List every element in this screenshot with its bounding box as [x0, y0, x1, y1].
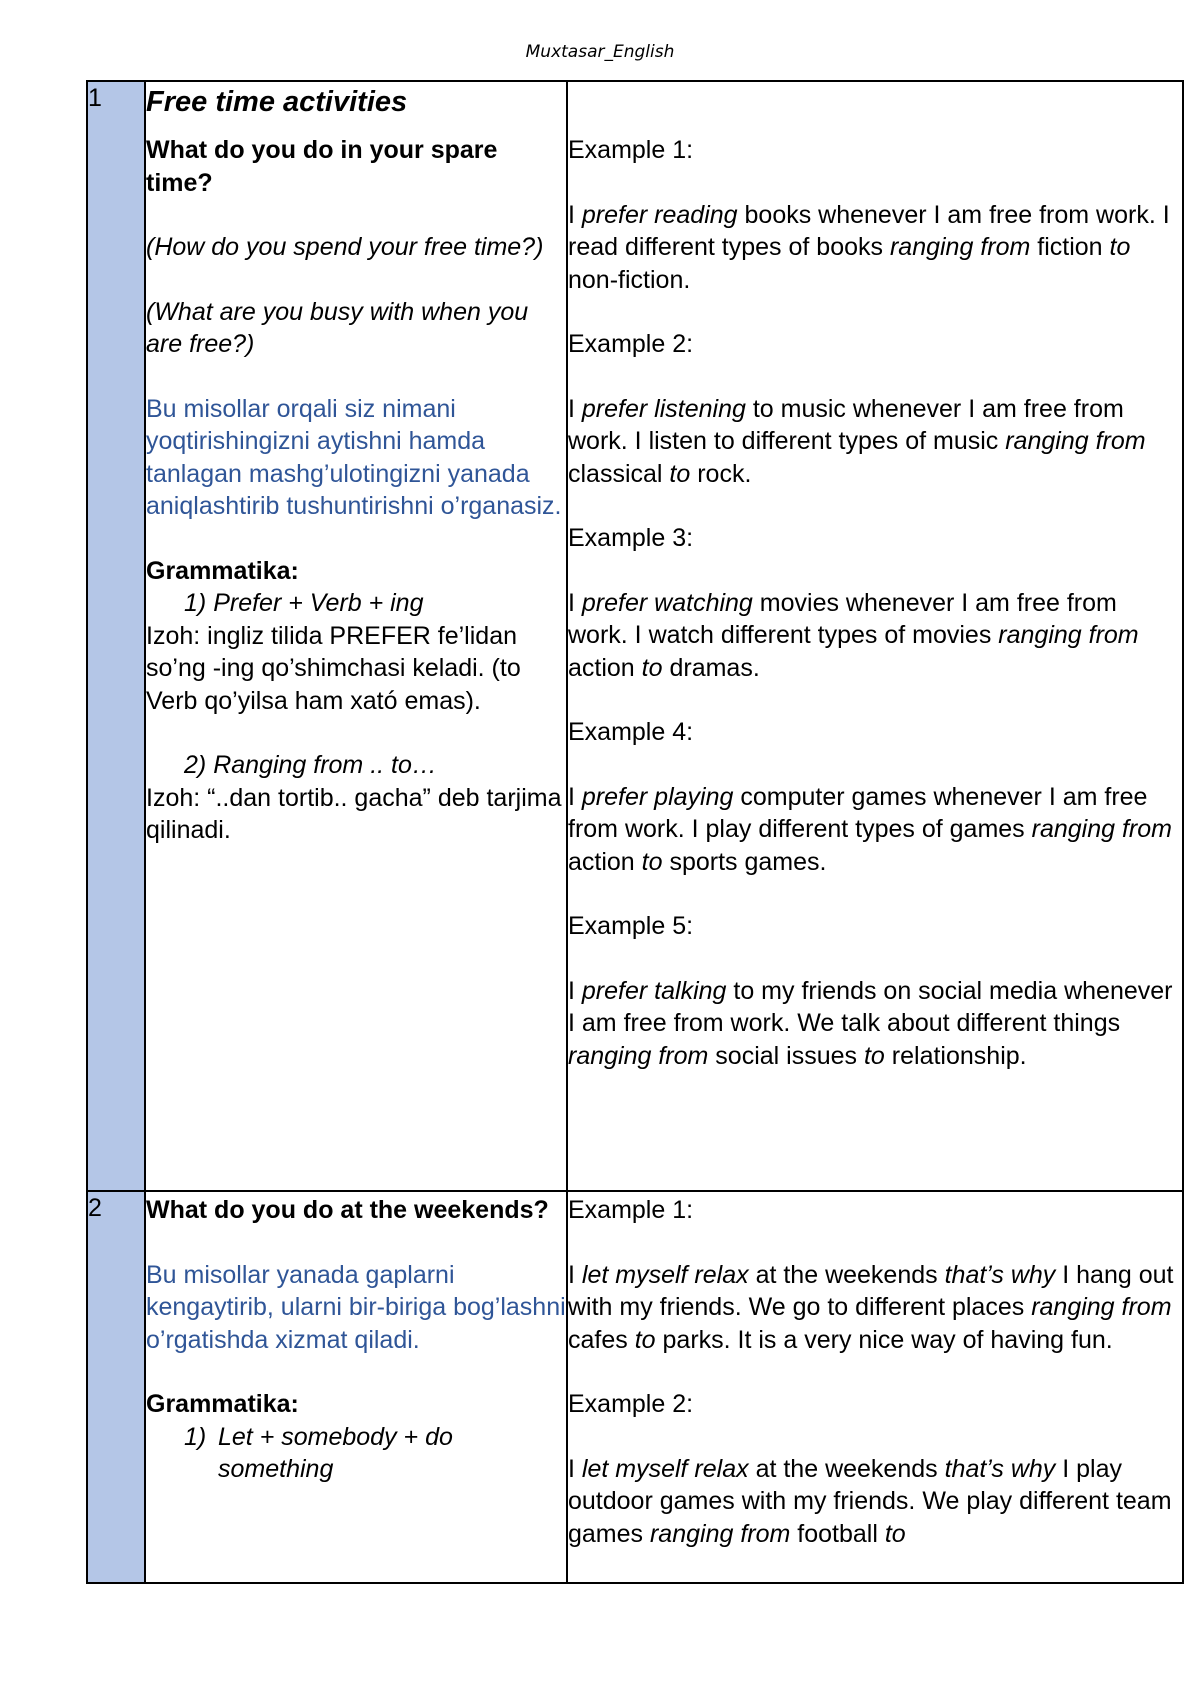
example-text: I prefer listening to music whenever I am free from work. I listen to different types of music ranging from classical to rock. [568, 394, 1146, 488]
question: What do you do at the weekends? [146, 1196, 549, 1224]
example-label: Example 4: [568, 718, 694, 746]
grammar-heading: Grammatika: [146, 556, 299, 585]
alternative-question: (What are you busy with when you are free?) [146, 297, 529, 358]
table-row [87, 81, 1183, 1191]
grammar-rule [146, 587, 566, 620]
question: What do you do in your spare time? [146, 136, 498, 197]
uzbek-note: Bu misollar yanada gaplarni kengaytirib, ularni bir-biriga bog’lashni o’rgatishda xizmat qiladi. [146, 1260, 566, 1354]
grammar-note: Izoh: ingliz tilida PREFER fe’lidan so’ng -ing qo’shimchasi keladi. (to Verb qo’yilsa ham xató emas). [146, 621, 521, 715]
topic-cell [145, 81, 567, 1191]
example-label: Example 1: [568, 1196, 694, 1224]
grammar-heading: Grammatika: [146, 1390, 299, 1418]
rule-text: Ranging from .. to… [213, 751, 437, 779]
page-header: Muxtasar_English [525, 42, 675, 62]
uzbek-note: Bu misollar orqali siz nimani yoqtirishingizni aytishni hamda tanlagan mashg’ulotingizni yanada aniqlashtirib tushuntirishni o’rganasiz. [146, 394, 562, 520]
grammar-note: Izoh: “..dan tortib.. gacha” deb tarjima qilinadi. [146, 783, 562, 844]
example-text: I prefer playing computer games whenever I am free from work. I play different types of games ranging from action to sports games. [568, 782, 1172, 876]
rule-text: Let + somebody + do something [218, 1422, 453, 1483]
examples-cell [567, 1191, 1183, 1583]
example-label: Example 5: [568, 912, 694, 940]
lesson-table [86, 80, 1184, 1584]
rule-number: 1) [184, 1422, 207, 1451]
topic-title: Free time activities [146, 86, 408, 118]
rule-number: 1) [184, 589, 207, 617]
row-number: 1 [87, 81, 145, 1191]
examples-cell [567, 81, 1183, 1191]
topic-cell [145, 1191, 567, 1583]
alternative-question: (How do you spend your free time?) [146, 233, 544, 261]
rule-number: 2) [184, 751, 207, 779]
row-number: 2 [87, 1191, 145, 1583]
grammar-rule [146, 1421, 566, 1486]
example-text: I prefer watching movies whenever I am free from work. I watch different types of movies ranging from action to dramas. [568, 588, 1139, 682]
example-text: I let myself relax at the weekends that’s why I hang out with my friends. We go to different places ranging from cafes to parks. It is a very nice way of having fun. [568, 1260, 1174, 1354]
grammar-rule [146, 749, 566, 782]
example-label: Example 2: [568, 330, 694, 358]
example-label: Example 1: [568, 136, 694, 164]
example-text: I prefer talking to my friends on social media whenever I am free from work. We talk about different things ranging from social issues to relationship. [568, 976, 1173, 1070]
example-text: I let myself relax at the weekends that’s why I play outdoor games with my friends. We play different team games ranging from football to [568, 1454, 1172, 1548]
example-text: I prefer reading books whenever I am free from work. I read different types of books ranging from fiction to non-fiction. [568, 200, 1170, 294]
table-row [87, 1191, 1183, 1583]
example-label: Example 2: [568, 1390, 694, 1418]
example-label: Example 3: [568, 524, 694, 552]
rule-text: Prefer + Verb + ing [213, 589, 424, 617]
